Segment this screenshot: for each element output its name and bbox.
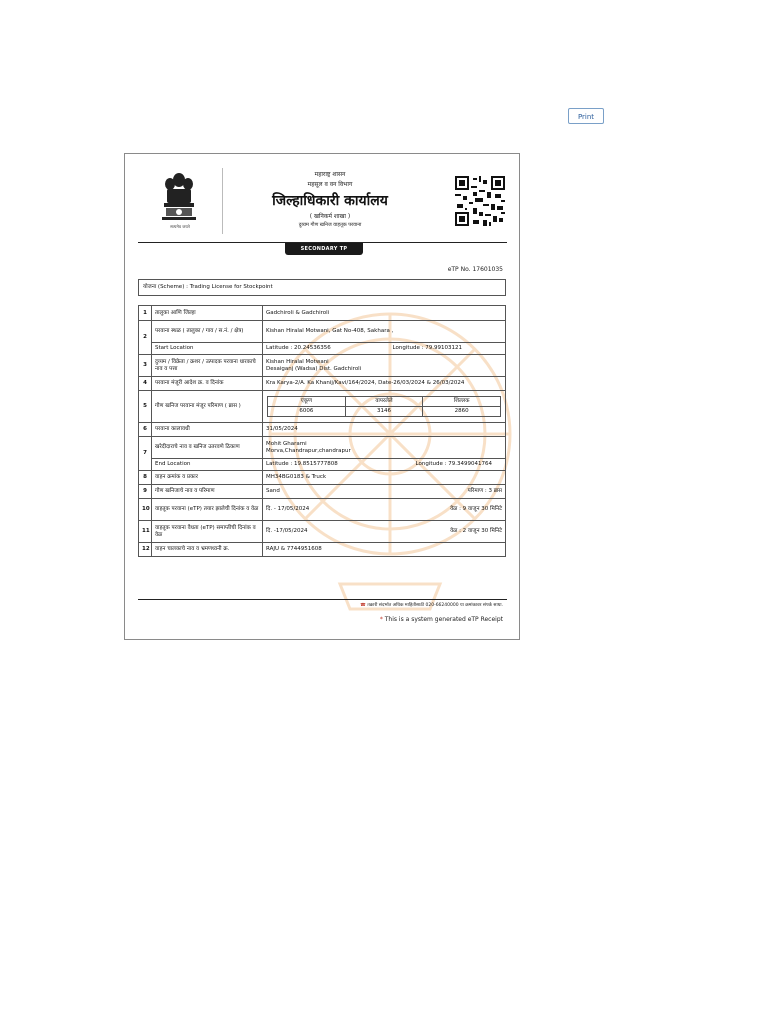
emblem-caption: सत्यमेव जयते <box>170 224 190 229</box>
start-longitude: Longitude : 79.99103121 <box>392 345 462 352</box>
quantity-table <box>267 396 501 417</box>
etp-expiry-time: वेळ : 2 वाजून 30 मिनिटे <box>450 528 502 535</box>
row-number: 7 <box>139 437 152 471</box>
row-number: 3 <box>139 355 152 377</box>
end-longitude: Longitude : 79.3499041764 <box>415 461 492 468</box>
transport-permit-document <box>124 153 520 640</box>
row-number: 2 <box>139 321 152 355</box>
row-value: Kra Karya-2/A. Ka Khanij/Kavi/164/2024, Date-26/03/2024 & 26/03/2024 <box>263 377 506 391</box>
row-number: 8 <box>139 471 152 485</box>
system-generated-text: This is a system generated eTP Receipt <box>384 616 503 623</box>
row-value: Gadchiroli & Gadchiroli <box>263 306 506 321</box>
section-line: ( खनिकर्म शाखा ) <box>309 213 351 220</box>
footer-rule <box>138 599 507 600</box>
table-row <box>139 306 506 321</box>
etp-created-date: दि. - 17/05/2024 <box>266 506 310 513</box>
start-latitude: Latitude : 20.24536356 <box>266 345 331 352</box>
row-number: 6 <box>139 423 152 437</box>
table-row <box>139 377 506 391</box>
row-number: 9 <box>139 485 152 499</box>
row-label: Start Location <box>152 343 263 355</box>
row-label: End Location <box>152 459 263 471</box>
scheme-box: योजना (Scheme) : Trading License for Stockpoint <box>138 279 506 296</box>
row-value <box>263 485 506 499</box>
qty-used: 3146 <box>345 407 423 417</box>
subtitle-line: दुय्यम गौण खनिज वाहतूक परवाना <box>298 222 362 228</box>
dept-line: महसूल व वन विभाग <box>307 181 353 188</box>
qty-header-total: एकूण <box>268 397 346 407</box>
document-header <box>125 154 519 244</box>
row-value <box>263 391 506 423</box>
etp-created-time: वेळ : 9 वाजून 30 मिनिटे <box>450 506 502 513</box>
etp-number: eTP No. 17601035 <box>447 266 503 273</box>
row-label: वाहन चालकाचे नाव व भ्रमणध्वनी क्र. <box>152 543 263 557</box>
table-row <box>139 485 506 499</box>
row-value <box>263 521 506 543</box>
mineral-name: Sand <box>266 488 280 495</box>
table-row <box>139 343 506 355</box>
govt-line: महाराष्ट्र शासन <box>314 171 346 178</box>
system-generated-note <box>380 616 503 623</box>
row-number: 5 <box>139 391 152 423</box>
row-label: वाहतूक परवाना (eTP) तयार झालेची दिनांक व वेळ <box>152 499 263 521</box>
table-row <box>139 321 506 343</box>
row-label: वाहतूक परवाना वैधता (eTP) समाप्तीची दिनांक व वेळ <box>152 521 263 543</box>
row-number: 1 <box>139 306 152 321</box>
national-emblem-icon <box>159 170 199 228</box>
row-label: वाहन क्रमांक व प्रकार <box>152 471 263 485</box>
table-row <box>139 543 506 557</box>
row-number: 12 <box>139 543 152 557</box>
table-row <box>139 471 506 485</box>
asterisk-icon: * <box>379 616 383 623</box>
row-value <box>263 459 506 471</box>
table-row <box>139 437 506 459</box>
row-number: 11 <box>139 521 152 543</box>
qty-header-used: वापरलेले <box>345 397 423 407</box>
row-value: MH34BG0183 & Truck <box>263 471 506 485</box>
row-label: परवाना स्थळ ( तालुका / गाव / स.नं. / क्षेत्र) <box>152 321 263 343</box>
mineral-quantity: परिमाण : 3 ब्रास <box>467 488 502 495</box>
row-label: दुय्यम / विक्रेता / क्रशर / उत्पादक परवाना धारकाचे नाव व पत्ता <box>152 355 263 377</box>
row-value: RAJU & 7744951608 <box>263 543 506 557</box>
row-value <box>263 499 506 521</box>
row-value: 31/05/2024 <box>263 423 506 437</box>
table-row <box>139 355 506 377</box>
table-row <box>139 391 506 423</box>
qty-total: 6006 <box>268 407 346 417</box>
row-value <box>263 343 506 355</box>
complaint-note-text: तक्रारी संदर्भात अधिक माहितीसाठी 020-66240000 या क्रमांकावर संपर्क साधा. <box>367 603 503 608</box>
row-value: Mohit Gharami Morva,Chandrapur,chandrapur <box>263 437 506 459</box>
office-title: जिल्हाधिकारी कार्यालय <box>272 193 388 209</box>
row-label: परवाना कालावधी <box>152 423 263 437</box>
row-label: खरेदीदाराचे नाव व खनिज उतरवणे ठिकाण <box>152 437 263 459</box>
row-label: गौण खनिजाचे नाव व परिमाण <box>152 485 263 499</box>
header-divider <box>222 168 223 234</box>
table-row <box>139 521 506 543</box>
qr-code-icon <box>455 176 505 226</box>
etp-expiry-date: दि. -17/05/2024 <box>266 528 308 535</box>
row-label: गौण खनिज परवाना मंजूर परिमाण ( ब्रास ) <box>152 391 263 423</box>
qty-balance: 2860 <box>423 407 501 417</box>
table-row <box>139 499 506 521</box>
row-value: Kishan Hiralal Motwani, Gat No-408, Sakhara , <box>263 321 506 343</box>
qty-header-balance: शिल्लक <box>423 397 501 407</box>
row-label: परवाना मंजूरी आदेश क्र. व दिनांक <box>152 377 263 391</box>
row-number: 4 <box>139 377 152 391</box>
row-label: तालुका आणि जिल्हा <box>152 306 263 321</box>
phone-icon: ☎ <box>360 603 366 608</box>
permit-details-table <box>138 305 506 557</box>
print-button[interactable]: Print <box>568 108 604 124</box>
table-row <box>139 459 506 471</box>
table-row <box>139 423 506 437</box>
row-value: Kishan Hiralal Motwani Desaiganj (Wadsa) Dist. Gadchiroli <box>263 355 506 377</box>
secondary-tp-badge: SECONDARY TP <box>285 243 363 255</box>
end-latitude: Latitude : 19.8515777808 <box>266 461 338 468</box>
complaint-note <box>360 602 503 608</box>
row-number: 10 <box>139 499 152 521</box>
